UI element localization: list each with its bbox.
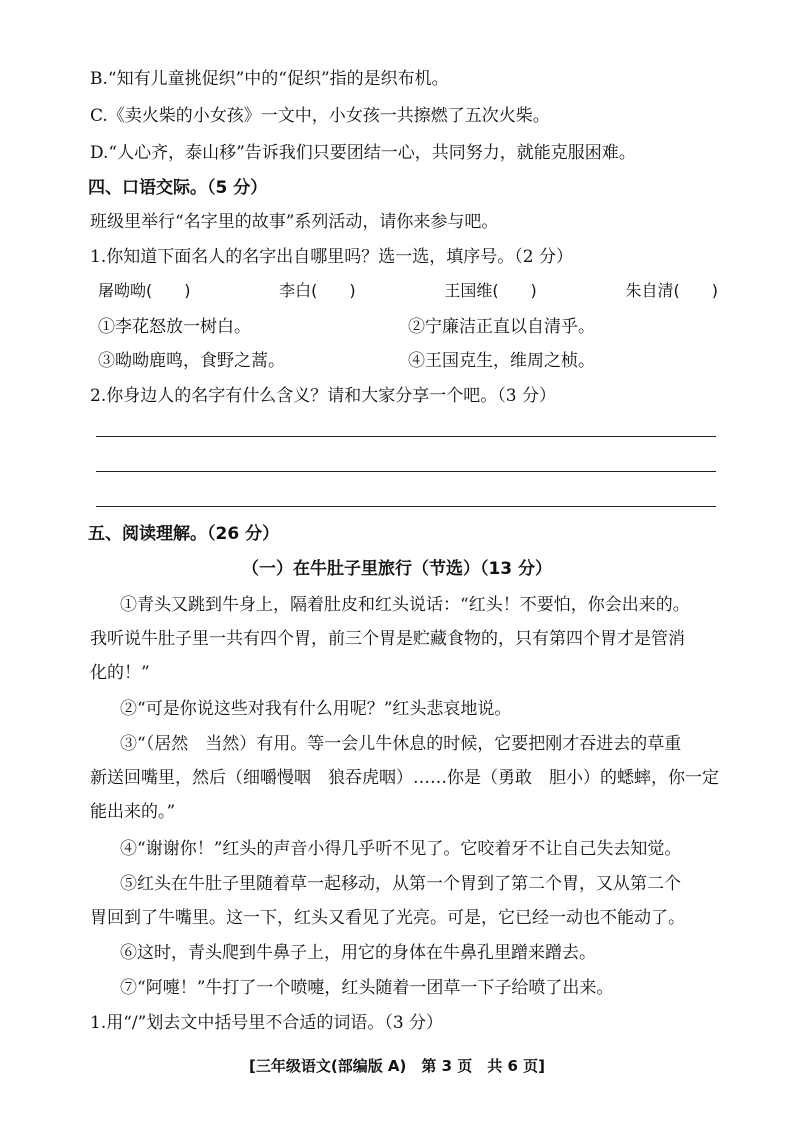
answer-line[interactable] <box>96 471 716 472</box>
paragraph-line: ②“可是你说这些对我有什么用呢？”红头悲哀地说。 <box>120 699 512 719</box>
paragraph-line: ⑥这时，青头爬到牛鼻子上，用它的身体在牛鼻孔里蹭来蹭去。 <box>120 943 596 963</box>
source-choice: ②宁廉洁正直以自清乎。 <box>408 317 595 337</box>
passage-paragraph-1 <box>90 594 730 684</box>
section4-heading: 四、口语交际。（5 分） <box>88 178 268 198</box>
answer-line[interactable] <box>96 506 716 507</box>
paragraph-line: 新送回嘴里，然后（细嚼慢咽 狼吞虎咽）……你是（勇敢 胆小）的蟋蟀，你一定 <box>90 768 719 788</box>
name-option[interactable]: 屠呦呦( ) <box>98 281 191 300</box>
section4-q1-prompt: 1.你知道下面名人的名字出自哪里吗？选一选，填序号。（2 分） <box>90 247 573 267</box>
paragraph-line: 我听说牛肚子里一共有四个胃，前三个胃是贮藏食物的，只有第四个胃才是管消 <box>90 629 685 649</box>
paragraph-line: ⑤红头在牛肚子里随着草一起移动，从第一个胃到了第二个胃，又从第二个 <box>120 874 681 894</box>
option-b: B.“知有儿童挑促织”中的“促织”指的是织布机。 <box>90 69 449 89</box>
section4-intro: 班级里举行“名字里的故事”系列活动，请你来参与吧。 <box>90 212 499 232</box>
name-option[interactable]: 李白( ) <box>279 281 356 300</box>
passage-paragraph-6 <box>90 942 730 964</box>
source-choice: ①李花怒放一树白。 <box>98 317 251 337</box>
name-option[interactable]: 朱自清( ) <box>625 281 718 300</box>
section5-heading: 五、阅读理解。（26 分） <box>88 524 280 544</box>
name-options-row <box>98 280 718 302</box>
option-c: C.《卖火柴的小女孩》一文中，小女孩一共擦燃了五次火柴。 <box>90 106 550 126</box>
paragraph-line: 能出来的。” <box>90 802 176 822</box>
option-d: D.“人心齐，泰山移”告诉我们只要团结一心，共同努力，就能克服困难。 <box>90 143 636 163</box>
passage-paragraph-7 <box>90 977 730 999</box>
name-option[interactable]: 王国维( ) <box>444 281 537 300</box>
page-footer: [三年级语文(部编版 A) 第 3 页 共 6 页] <box>248 1057 546 1075</box>
section5-q1-prompt: 1.用“/”划去文中括号里不合适的词语。（3 分） <box>90 1013 444 1033</box>
source-choices-row-2 <box>98 350 718 372</box>
passage-paragraph-5 <box>90 873 730 929</box>
source-choices-row-1 <box>98 316 718 338</box>
paragraph-line: 化的！” <box>90 663 150 683</box>
paragraph-line: ①青头又跳到牛身上，隔着肚皮和红头说话：“红头！不要怕，你会出来的。 <box>120 595 690 615</box>
section4-q2-prompt: 2.你身边人的名字有什么含义？请和大家分享一个吧。（3 分） <box>90 386 556 406</box>
paragraph-line: ⑦“阿嚏！”牛打了一个喷嚏，红头随着一团草一下子给喷了出来。 <box>120 978 614 998</box>
paragraph-line: ④“谢谢你！”红头的声音小得几乎听不见了。它咬着牙不让自己失去知觉。 <box>120 839 682 859</box>
paragraph-line: ③“（居然 当然）有用。等一会儿牛休息的时候，它要把刚才吞进去的草重 <box>120 734 682 754</box>
answer-line[interactable] <box>96 436 716 437</box>
passage-title: （一）在牛肚子里旅行（节选）（13 分） <box>241 559 553 579</box>
passage-paragraph-2 <box>90 698 730 720</box>
passage-paragraph-3 <box>90 733 730 823</box>
paragraph-line: 胃回到了牛嘴里。这一下，红头又看见了光亮。可是，它已经一动也不能动了。 <box>90 908 685 928</box>
source-choice: ③呦呦鹿鸣，食野之蒿。 <box>98 351 285 371</box>
source-choice: ④王国克生，维周之桢。 <box>408 351 595 371</box>
passage-paragraph-4 <box>90 838 730 860</box>
